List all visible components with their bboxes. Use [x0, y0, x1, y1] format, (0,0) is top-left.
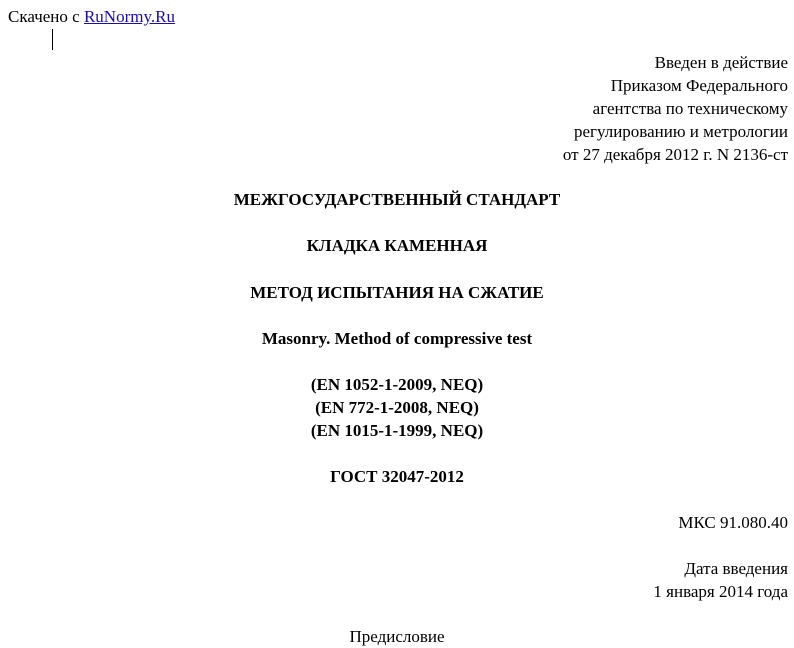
foreword-heading: Предисловие: [349, 627, 445, 646]
reference-line: (EN 772-1-2008, NEQ): [315, 398, 479, 417]
intro-date-label: Дата введения: [684, 559, 788, 578]
text-cursor: [52, 29, 53, 50]
source-prefix: Скачено с: [8, 7, 84, 26]
enactment-line: регулированию и метрологии: [573, 122, 788, 141]
standard-subtitle: МЕТОД ИСПЫТАНИЯ НА СЖАТИЕ: [250, 283, 544, 302]
enactment-line: от 27 декабря 2012 г. N 2136-ст: [562, 145, 788, 164]
source-line: [8, 5, 175, 28]
enactment-line: Приказом Федерального: [610, 76, 788, 95]
reference-line: (EN 1015-1-1999, NEQ): [310, 421, 484, 440]
standard-code: ГОСТ 32047-2012: [330, 467, 464, 486]
standard-title: КЛАДКА КАМЕННАЯ: [306, 236, 488, 255]
standard-type: МЕЖГОСУДАРСТВЕННЫЙ СТАНДАРТ: [233, 190, 561, 209]
intro-date-block: [653, 557, 788, 603]
mks-code: МКС 91.080.40: [678, 513, 788, 532]
enactment-line: Введен в действие: [654, 53, 788, 72]
reference-line: (EN 1052-1-2009, NEQ): [310, 375, 484, 394]
enactment-line: агентства по техническому: [592, 99, 788, 118]
references-block: [0, 373, 794, 442]
enactment-block: [563, 51, 788, 166]
source-link[interactable]: RuNormy.Ru: [83, 7, 175, 26]
intro-date-value: 1 января 2014 года: [653, 582, 788, 601]
english-title: Masonry. Method of compressive test: [261, 329, 533, 348]
